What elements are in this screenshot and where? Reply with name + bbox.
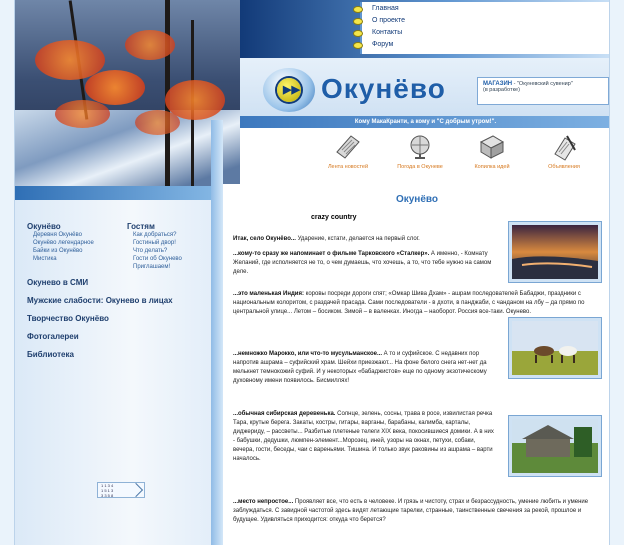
paragraph: ...это маленькая Индия: коровы посреди дороги спят; «Омкар Шива Дхам» - ашрам последователей Бабаджи, праздники с национальным колоритом, с раздачей прасада. Сами последователи - в дхоти, в панджаби, с чанданом на лбу – да прямо по центральной улице... Летом – босиком. Зимой – в валенках. Иногда – наоборот. Россия все-таки. Окунево. xyxy=(233,291,585,315)
hit-counter[interactable]: 1 1 3 4 1 5 1 3 3 3 5 8 xyxy=(97,482,145,498)
paragraph: ...место непростое... Проявляет все, что есть в человеке. И грязь и чистоту, страх и безрассудность, умение любить и умение заблуждаться. С завидной частотой здесь видят летающие тарелки, странные, таинственные свечения за рекой, прошлое и будущее. Удивляться приходится: откуда что берется? xyxy=(233,499,589,523)
top-nav xyxy=(360,2,610,54)
paragraph: ...немножко Марокко, или что-то мусульманское... А то и суфийское. С недавних пор напротив ашрама – суфийский храм. Шейхи приезжают... На фоне белого снега нет-нет да мелькнет темнокожий суфий. И у некоторых «бабаджистов» еще по одному экзотическому духовному имени появилось. Бисмиллях! xyxy=(233,351,487,384)
decorative-stripe xyxy=(211,120,223,545)
icon-announcements[interactable]: Объявления xyxy=(529,132,599,170)
page xyxy=(14,0,610,545)
sidebar-link[interactable]: Гости об Окунево xyxy=(133,256,182,262)
book-icon xyxy=(477,132,507,162)
main-content xyxy=(223,184,610,545)
sidebar-link[interactable]: Байки из Окунёво xyxy=(33,248,83,254)
sidebar-link[interactable]: Мистика xyxy=(33,256,57,262)
hero-photo xyxy=(15,0,240,200)
icon-news[interactable]: Лента новостей xyxy=(313,132,383,170)
site-logo-title[interactable]: Окунёво xyxy=(321,73,446,104)
sidebar-section-media[interactable]: Окунево в СМИ xyxy=(27,278,89,287)
arrow-icon xyxy=(129,483,143,497)
sidebar-link[interactable]: Деревня Окунёво xyxy=(33,232,82,238)
sidebar-section-men[interactable]: Мужские слабости: Окунево в лицах xyxy=(27,296,173,305)
paragraph: Итак, село Окунёво... Ударение, кстати, делается на первый слог. xyxy=(233,236,420,242)
photo-village-house-thumbnail[interactable] xyxy=(509,416,601,476)
sidebar-link[interactable]: Окунёво легендарное xyxy=(33,240,94,246)
weather-globe-icon xyxy=(405,132,435,162)
sidebar-link[interactable]: Как добраться? xyxy=(133,232,177,238)
page-subtitle: crazy country xyxy=(311,214,357,221)
sidebar-section-galleries[interactable]: Фотогалереи xyxy=(27,332,79,341)
paragraph: ...кому-то сразу же напоминает о фильме Тарковского «Сталкер». А именно, - Комнату Желаний, где исполняется не то, о чем думаешь, что хочешь, а то, что тебе нужно на самом деле. xyxy=(233,251,492,275)
paragraph: ...обычная сибирская деревенька. Солнце, зелень, сосны, трава в росе, извилистая речка Тара, крутые берега. Закаты, костры, гитары, варганы, барабаны, калимба, карталы, диджериду, – рассветы... Разбитые плетеные телеги XIX века, покосившиеся домики. А в них - бабушки, дедушки, люмпен-элемент...Морозец, иней, узоры на окнах, петухи, собаки, вечера, гости, беседы, чаи с вареньями. Тишина. И только звук раковины из ашрама – варти началось. xyxy=(233,411,494,462)
sidebar-link[interactable]: Что делать? xyxy=(133,248,168,254)
logo-play-icon[interactable]: ▶▶ xyxy=(277,78,301,102)
shop-banner[interactable] xyxy=(477,77,609,105)
shop-title: МАГАЗИН xyxy=(483,81,513,87)
sidebar-link[interactable]: Гостиный двор! xyxy=(133,240,176,246)
page-title: Окунёво xyxy=(395,194,439,205)
sidebar-section-library[interactable]: Библиотека xyxy=(27,350,74,359)
photo-horses-thumbnail[interactable] xyxy=(509,318,601,378)
sidebar-link[interactable]: Приглашаем! xyxy=(133,264,171,270)
nav-forum[interactable]: Форум xyxy=(372,41,393,48)
sidebar-heading-guests: Гостям xyxy=(127,222,155,231)
shop-sub: (в разработке) xyxy=(483,87,520,93)
bullet-icon xyxy=(354,7,362,12)
nav-about[interactable]: О проекте xyxy=(372,17,405,24)
sidebar-heading-okunevo: Окунёво xyxy=(27,222,61,231)
bullet-icon xyxy=(354,31,362,36)
newspaper-icon xyxy=(333,132,363,162)
shop-text: - "Окуневский сувенир" xyxy=(512,81,573,87)
bullet-icon xyxy=(354,19,362,24)
sidebar-section-creativity[interactable]: Творчество Окунёво xyxy=(27,314,109,323)
nav-contacts[interactable]: Контакты xyxy=(372,29,402,36)
icon-nav xyxy=(240,128,610,184)
photo-sunset-thumbnail[interactable] xyxy=(509,222,601,282)
tagline: Кому МакаКранти, а кому и "С добрым утром!". xyxy=(240,116,610,128)
notepad-icon xyxy=(549,132,579,162)
icon-weather[interactable]: Погода в Окуневе xyxy=(385,132,455,170)
bullet-icon xyxy=(354,43,362,48)
icon-ideas[interactable]: Копилка идей xyxy=(457,132,527,170)
nav-home[interactable]: Главная xyxy=(372,5,399,12)
